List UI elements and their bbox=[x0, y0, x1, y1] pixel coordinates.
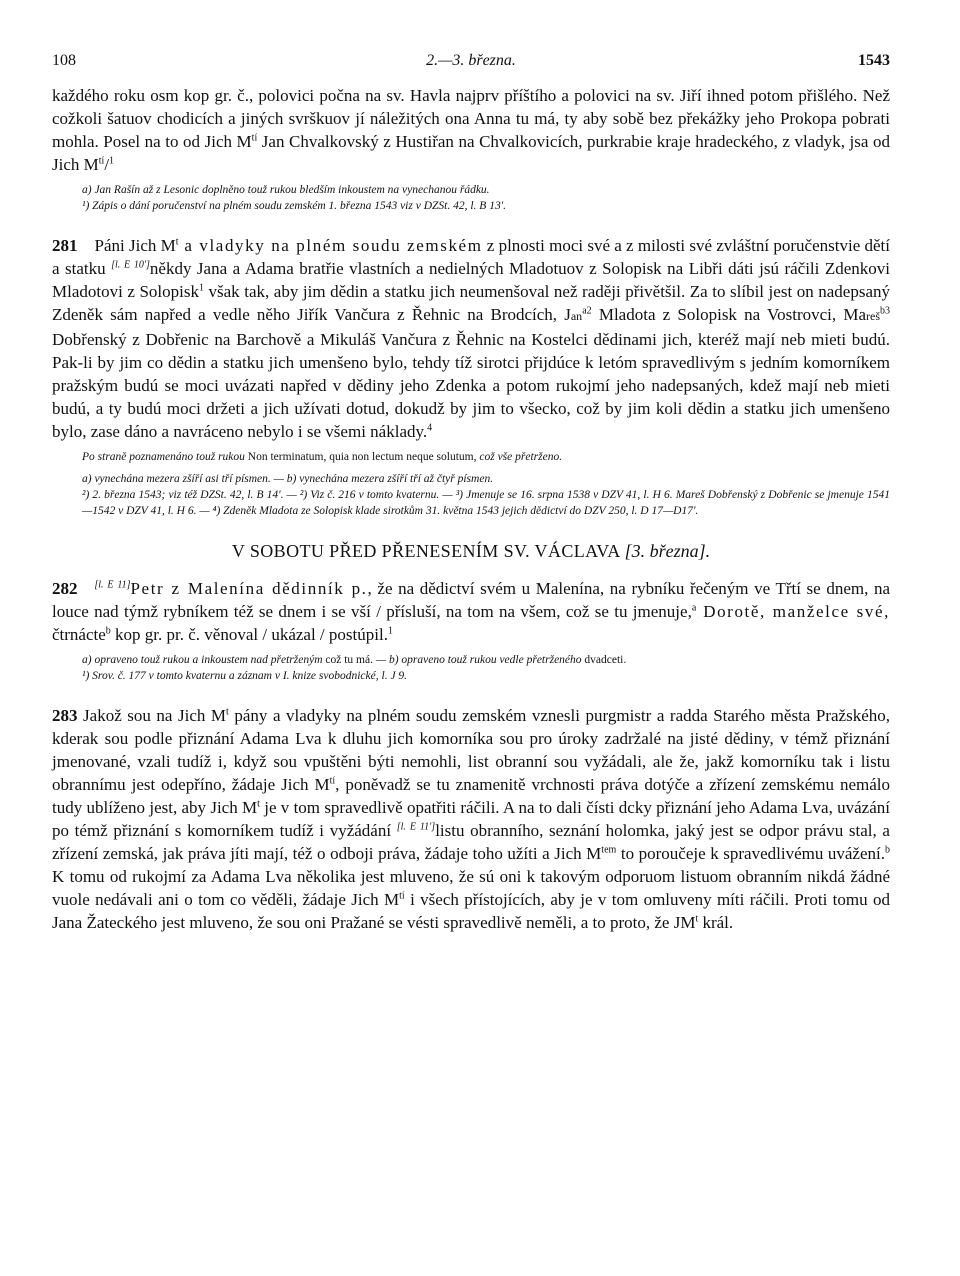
entry-281-footnote-ab: a) vynechána mezera zšíří asi tří písmen. — b) vynechána mezera zšíří tří až čtyř písmen. bbox=[82, 473, 494, 485]
entry-281: 281 Páni Jich $M^t$ a vladyky na plném soudu zemském z plnosti moci své a z milosti své zvláštní poručenstvie dětí a statku [l. E 10']někdy Jana a Adama bratřie vlastních a nedielných Mladotuov z Solopisk na Libři dáti jsú ráčili Zdenkovi Mladotovi z Solopisk$^1$ však tak, aby jim dědin a statku jich neumenšoval než raději přivětšil. Za to slíbil jest on nadepsaný Zdeněk sám napřed a vedle něho Jiřík Vančura z Řehnic na Brodcích, Jan$^{a2}$ Mladota z Solopisk na Vostrovci, Mareš$^{b3}$ Dobřenský z Dobřenic na Barchově a Mikuláš Vančura z Řehnic na Kostelci dědinami jich, kteréž mají neb mieti budú. Pak-li by jim co dědin a statku jich umenšeno bylo, tehdy tíž sirotci přijdúce k letóm spravedlivým s jedním komorníkem pražským budú se moci uvázati napřed v dědiny jeho Zdenka a potom rukojmí jeho nadepsaných, kdež mají neb mieti budú, a ty budú moci držeti a jich užívati dotud, dokudž by jim to všecko, což by jim koli dědin a statku jich umenšeno bylo, zase dáno a navráceno nebylo i se všemi náklady.$^4$ bbox=[52, 236, 891, 441]
year-label: 1543 bbox=[858, 52, 890, 69]
entry-283: 283 Jakož sou na Jich $M^t$ pány a vladyky na plném soudu zemském vznesli purgmistr a radda Starého města Pražského, kderak sou podle přiznání Adama Lva k dluhu jich komorníka sou pro úroky zadržalé na jisté dědiny, v témž přiznání jmenované, vzali tudíž i, když sou vpuštěni býti nemohli, list obranní sou vyžádali, ale že, jakž komorníku tak i listu obrannímu jest odepříno, žádaje Jich $M^{tí}$, poněvadž se tu znamenitě vrchnosti práva dotýče a zřízení zemskému nemálo tudy ublíženo jest, aby Jich $M^t$ je v tom spravedlivě opatřiti ráčili. A na to dali čísti dcky přiznání jeho Adama Lva, uvázání po témž přiznání s komorníkem tudíž i vyžádání [l. E 11']listu obranního, seznání holomka, jaký jest se odpor právu stal, a zřízení zemská, jak práva jíti mají, též o odboji práva, žádaje toho užíti a Jich $M^{tem}$ to poroučeje k spravedlivému uvážení.$^b$ K tomu od rukojmí za Adama Lva několika jest mluveno, že sú oni k takovým odporuom listuom obranním nikdá žádné vuole nedávali ani o tom co věděli, žádaje Jich $M^{tí}$ i všech přístojících, aby je v tom omluveny míti ráčili. Proti tomu od Jana Žateckého jest mluveno, že sou oni Pražané se vésti spravedlivě neměli, a to proto, že $JM^t$ král. bbox=[52, 706, 890, 932]
intro-paragraph: každého roku osm kop gr. č., polovici počna na sv. Havla najprv příštího a polovici na sv. Jiří ihned potom přišlého. Než cožkoli šatuov chodicích a jiných svrškuov jí náležitých ona Anna tu má, ty aby sobě bez překážky jeho Prokopa pobrati mohla. Posel na to od Jich $M^{tí}$ Jan Chvalkovský z Hustiřan na Chvalkovicích, purkrabie kraje hradeckého, z vladyk, jsa od Jich $M^{tí}/^1$ bbox=[52, 86, 890, 174]
intro-footnote-1: ¹) Zápis o dání poručenství na plném soudu zemském 1. března 1543 viz v DZSt. 42, l. B 13'. bbox=[82, 200, 507, 212]
running-title: 2.—3. března. bbox=[426, 52, 516, 69]
running-header bbox=[52, 52, 890, 78]
entry-number: 281 bbox=[52, 236, 78, 255]
entry-number: 282 bbox=[52, 579, 78, 598]
page-number: 108 bbox=[52, 52, 76, 69]
folio-marker: [l. E 10'] bbox=[111, 259, 150, 271]
section-heading: V SOBOTU PŘED PŘENESENÍM SV. VÁCLAVA [3. března]. bbox=[231, 541, 711, 561]
folio-marker: [l. E 11] bbox=[94, 579, 131, 591]
page bbox=[52, 52, 890, 934]
entry-281-footnote-nums: ²) 2. března 1543; viz též DZSt. 42, l. B 14'. — ²) Viz č. 216 v tomto kvaternu. — ³) Jmenuje se 16. srpna 1538 v DZV 41, l. H 6. Mareš Dobřenský z Dobřenic se jmenuje 1541—1542 v DZV 41, l. H 6. — ⁴) Zdeněk Mladota ze Solopisk klade sirotkům 31. května 1543 jejich dědictví do DZV 250, l. D 17—D17'. bbox=[82, 489, 890, 517]
folio-marker: [l. E 11'] bbox=[396, 821, 436, 833]
entry-282-footnote-ab: a) opraveno touž rukou a inkoustem nad přetrženým což tu má. — b) opraveno touž rukou vedle přetrženého dvadceti. bbox=[82, 654, 627, 666]
intro-footnote-a: a) Jan Rašín až z Lesonic doplněno touž rukou bledším inkoustem na vynechanou řádku. bbox=[82, 184, 490, 196]
entry-282: 282 [l. E 11]Petr z Malenína dědinník p., že na dědictví svém u Malenína, na rybníku řečeným ve Třtí se dnem, na louce nad týmž rybníkem též se dnem i se vší / přísluší, na tom na všem, což se tu jmenuje,$^a$ Dorotě, manželce své, čtrnácte$^b$ kop gr. pr. č. věnoval / ukázal / postúpil.$^1$ bbox=[52, 579, 890, 644]
entry-282-footnote-1: ¹) Srov. č. 177 v tomto kvaternu a záznam v I. knize svobodnické, l. J 9. bbox=[82, 670, 408, 682]
entry-number: 283 bbox=[52, 706, 78, 725]
margin-note: Po straně poznamenáno touž rukou Non terminatum, quia non lectum neque solutum, což vše přetrženo. bbox=[82, 451, 563, 463]
